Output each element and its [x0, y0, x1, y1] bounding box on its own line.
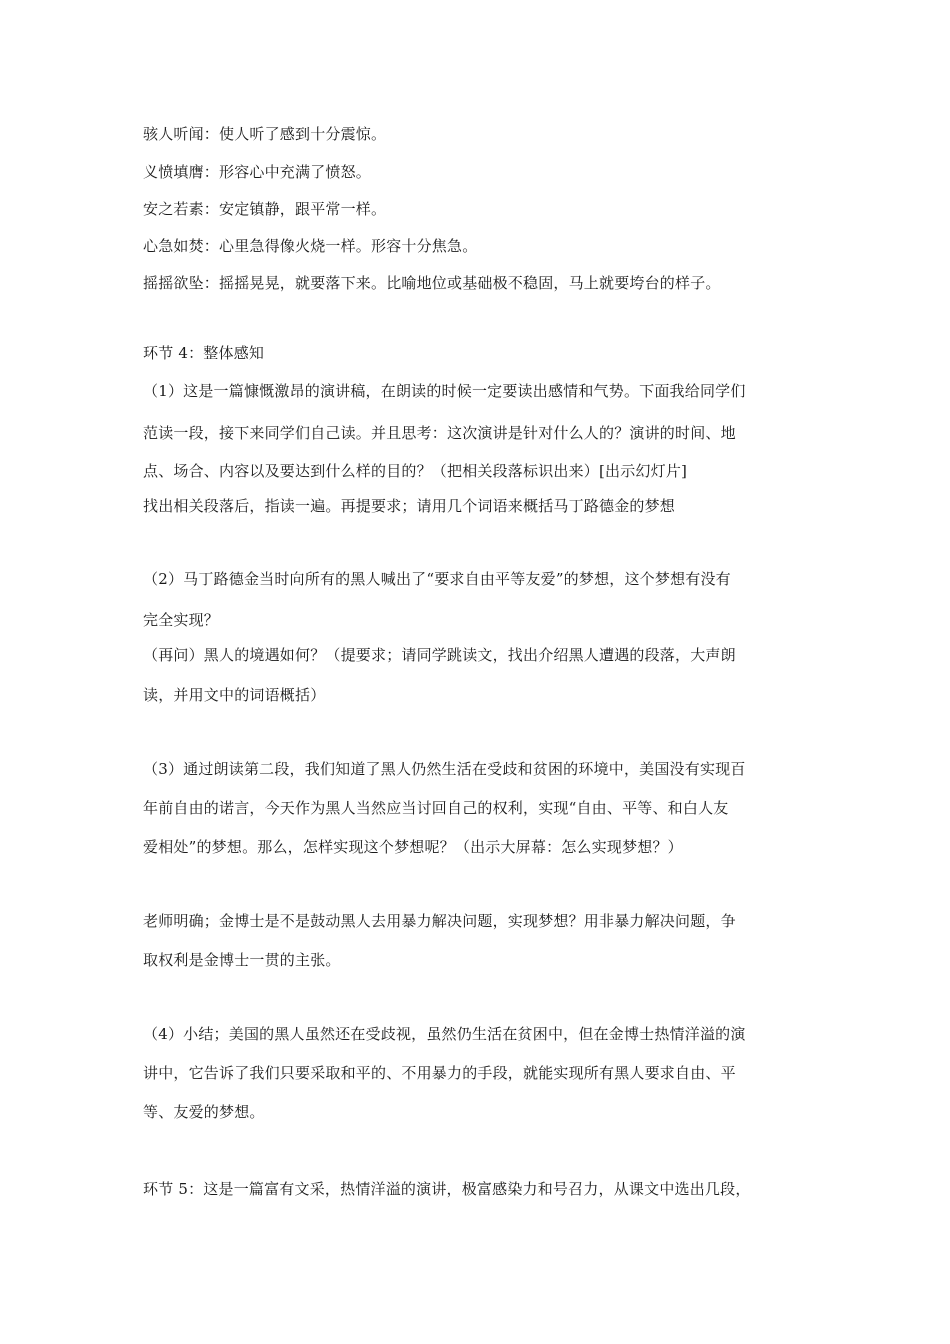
para-2-line-3: （再问）黑人的境遇如何？（提要求；请同学跳读文，找出介绍黑人遭遇的段落，大声朗 — [143, 646, 736, 664]
vocab-line-3: 安之若素：安定镇静，跟平常一样。 — [143, 200, 387, 218]
para-4-line-3: 等、友爱的梦想。 — [143, 1103, 265, 1121]
para-1-line-4: 找出相关段落后，指读一遍。再提要求；请用几个词语来概括马丁路德金的梦想 — [143, 497, 676, 515]
vocab-line-5: 摇摇欲坠：摇摇晃晃，就要落下来。比喻地位或基础极不稳固，马上就要垮台的样子。 — [143, 274, 721, 292]
para-2-line-2: 完全实现？ — [143, 611, 220, 629]
para-4-line-1: （4）小结；美国的黑人虽然还在受歧视，虽然仍生活在贫困中，但在金博士热情洋溢的演 — [143, 1025, 746, 1043]
para-3-line-3: 爱相处”的梦想。那么，怎样实现这个梦想呢？（出示大屏幕：怎么实现梦想？） — [143, 838, 683, 856]
para-1-line-1: （1）这是一篇慷慨激昂的演讲稿，在朗读的时候一定要读出感情和气势。下面我给同学们 — [143, 382, 746, 400]
vocab-line-2: 义愤填膺：形容心中充满了愤怒。 — [143, 163, 372, 181]
para-1-line-3: 点、场合、内容以及要达到什么样的目的？（把相关段落标识出来）[出示幻灯片] — [143, 462, 688, 480]
teacher-line-2: 取权利是金博士一贯的主张。 — [143, 951, 341, 969]
section-4-heading: 环节 4：整体感知 — [143, 344, 265, 362]
section-5-line: 环节 5：这是一篇富有文采，热情洋溢的演讲，极富感染力和号召力，从课文中选出几段， — [143, 1180, 751, 1198]
para-1-line-2: 范读一段，接下来同学们自己读。并且思考：这次演讲是针对什么人的？演讲的时间、地 — [143, 424, 736, 442]
vocab-line-1: 骇人听闻：使人听了感到十分震惊。 — [143, 125, 387, 143]
vocab-line-4: 心急如焚：心里急得像火烧一样。形容十分焦急。 — [143, 237, 478, 255]
para-3-line-2: 年前自由的诺言，今天作为黑人当然应当讨回自己的权利，实现“自由、平等、和白人友 — [143, 799, 729, 817]
para-4-line-2: 讲中，它告诉了我们只要采取和平的、不用暴力的手段，就能实现所有黑人要求自由、平 — [143, 1064, 736, 1082]
para-3-line-1: （3）通过朗读第二段，我们知道了黑人仍然生活在受歧和贫困的环境中，美国没有实现百 — [143, 760, 746, 778]
para-2-line-1: （2）马丁路德金当时向所有的黑人喊出了“要求自由平等友爱”的梦想，这个梦想有没有 — [143, 570, 731, 588]
para-2-line-4: 读，并用文中的词语概括） — [143, 686, 326, 704]
teacher-line-1: 老师明确；金博士是不是鼓动黑人去用暴力解决问题，实现梦想？用非暴力解决问题，争 — [143, 912, 736, 930]
